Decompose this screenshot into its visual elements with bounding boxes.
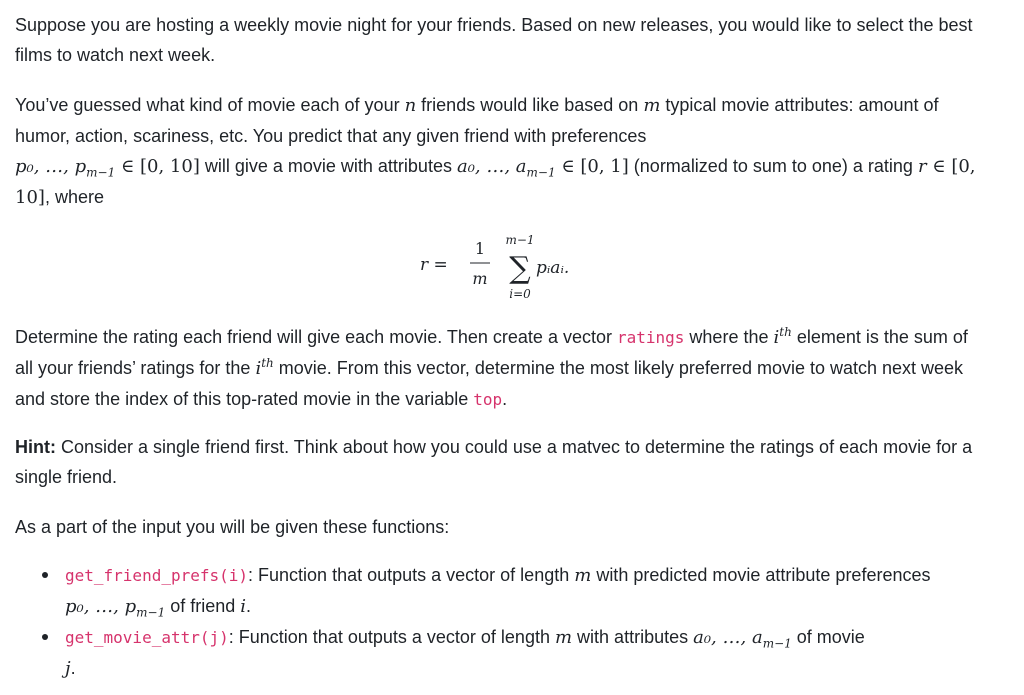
- top-code: top: [473, 390, 503, 409]
- var-m: m: [643, 95, 661, 116]
- formula-body: pᵢaᵢ.: [536, 258, 570, 278]
- var-r: r: [917, 156, 927, 177]
- rating-formula: [420, 230, 680, 310]
- intro-paragraph: Suppose you are hosting a weekly movie night for your friends. Based on new releases, you would like to select the best films to watch next week.: [15, 15, 973, 65]
- sum-symbol: ∑: [509, 251, 531, 286]
- formula-numerator: 1: [474, 239, 486, 258]
- ratings-paragraph: Determine the rating each friend will give each movie. Then create a vector ratings where the $i^{th}$ element is the sum of all your friends’ ratings for the $i^{th}$ movie. From this vector, determine the most likely preferred movie to watch next week and store the index of this top-rated movie in the variable top.: [15, 325, 968, 409]
- sum-upper-limit: m−1: [505, 233, 535, 247]
- list-item: get_friend_prefs(i): Function that outputs a vector of length m with predicted movie attribute preferences p₀, …, $p_{m-1}$ of friend i.: [65, 560, 930, 622]
- a-range: a₀, …, a: [456, 156, 527, 177]
- preferences-paragraph: You’ve guessed what kind of movie each of your n friends would like based on m typical movie attributes: amount of humor, action, scariness, etc. You predict that any given friend with preferences p₀, …, $p_{m-1}$ ∈ [0, 10] will give a movie with attributes a₀, …, $a_{m-1}$ ∈ [0, 1] (normalized to sum to one) a rating r ∈ [0, 10], where: [15, 95, 976, 208]
- functions-intro: As a part of the input you will be given these functions:: [15, 517, 450, 537]
- ratings-code: ratings: [616, 328, 685, 347]
- sum-lower-limit: i=0: [509, 287, 531, 301]
- hint-label: Hint:: [15, 437, 56, 457]
- function-name: get_friend_prefs(i): [65, 566, 249, 585]
- formula-denominator: m: [472, 269, 488, 288]
- list-item: get_movie_attr(j): Function that outputs a vector of length m with attributes a₀, …, $a_{m-1}$ of movie j.: [65, 622, 930, 684]
- p-range: p₀, …, p: [15, 156, 87, 177]
- hint-paragraph: Hint: Consider a single friend first. Think about how you could use a matvec to determine the ratings of each movie for a single friend.: [15, 437, 973, 487]
- var-n: n: [404, 95, 417, 116]
- function-list: [15, 560, 930, 684]
- formula-lhs: r =: [420, 255, 448, 275]
- function-name: get_movie_attr(j): [65, 628, 229, 647]
